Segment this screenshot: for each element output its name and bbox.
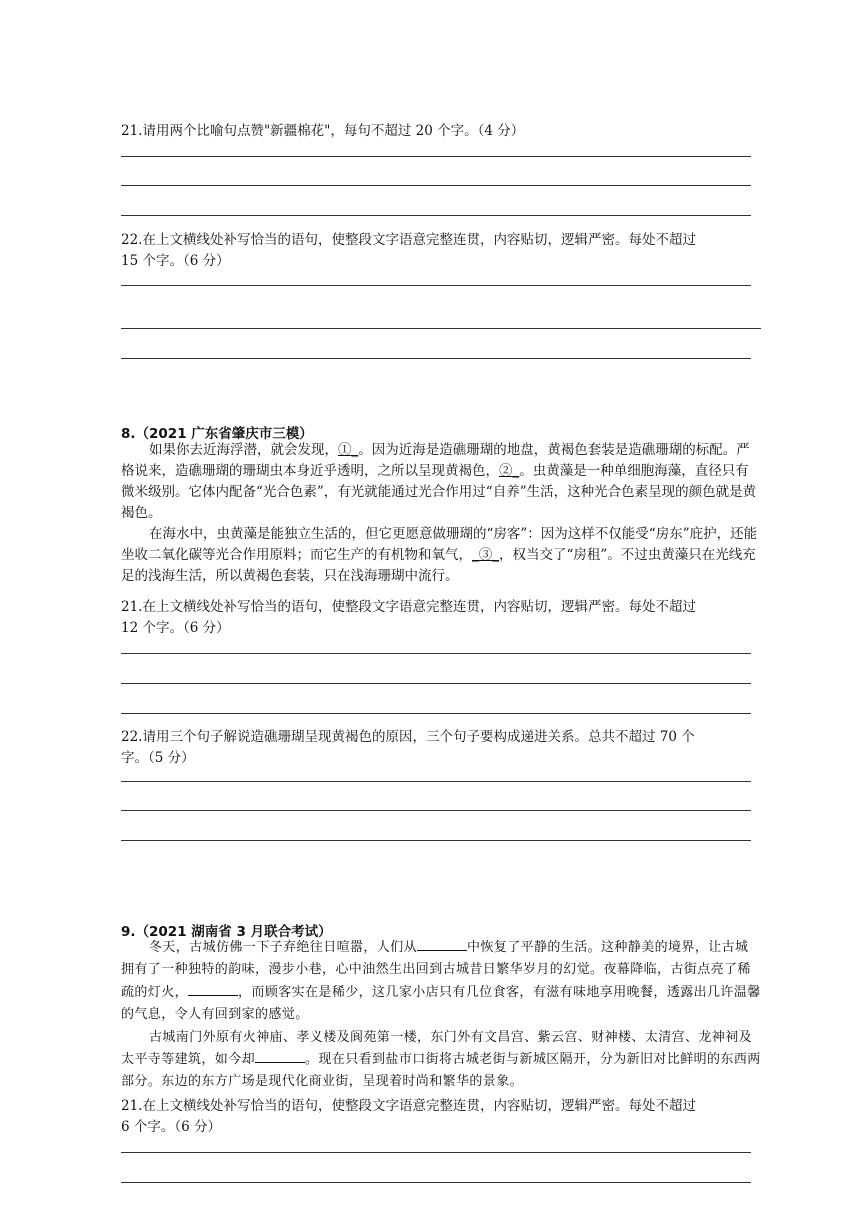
question-22-prompt xyxy=(121,230,761,272)
passage-text: ，而顾客实在是稀少，这几家小店只有几位食客，有滋有味地享用晚餐，透露出几许温馨的气息，令人有回到家的感觉。 xyxy=(121,984,761,1023)
answer-line[interactable] xyxy=(121,215,751,216)
question-21-prompt: 21.请用两个比喻句点赞"新疆棉花"，每句不超过 20 个字。（4 分） xyxy=(121,123,525,139)
answer-line[interactable] xyxy=(121,653,751,654)
answer-line[interactable] xyxy=(121,328,761,329)
passage-text: 古城南门外原有火神庙、孝义楼及阆苑第一楼，东门外有文昌宫、紫云宫、财神楼、太清宫、龙神祠及太平寺等建筑，如今却 xyxy=(121,1029,753,1068)
fill-blank[interactable] xyxy=(188,983,238,996)
blank-marker: _③_ xyxy=(472,547,499,563)
answer-line[interactable] xyxy=(121,358,751,359)
passage xyxy=(121,937,761,1094)
passage-paragraph xyxy=(121,440,761,524)
section-title: 9.（2021 湖南省 3 月联合考试） xyxy=(121,924,332,940)
question-text-line: 21.在上文横线处补写恰当的语句，使整段文字语意完整连贯，内容贴切，逻辑严密。每处不超过 xyxy=(121,599,696,615)
question-text-line: 字。（5 分） xyxy=(121,750,195,766)
answer-line[interactable] xyxy=(121,185,751,186)
passage xyxy=(121,440,761,587)
answer-line[interactable] xyxy=(121,285,751,286)
answer-line[interactable] xyxy=(121,1152,751,1153)
question-text-line: 22.在上文横线处补写恰当的语句，使整段文字语意完整连贯，内容贴切，逻辑严密。每处不超过 xyxy=(121,232,696,248)
passage-paragraph xyxy=(121,1027,761,1094)
answer-line[interactable] xyxy=(121,810,751,811)
passage-text: 中恢复了平静的生活。这种静美的境界，让古城拥有了一种独特的韵味，漫步小巷，心中油然生出回到古城昔日繁华岁月的幻觉。夜幕降临，古街点亮了稀疏的灯火， xyxy=(121,940,751,1000)
passage-text: 在海水中，虫黄藻是能独立生活的，但它更愿意做珊瑚的“房客”：因为这样不仅能受“房东”庇护，还能坐收二氧化碳等光合作用原料；而它生产的有机物和氧气， xyxy=(121,526,758,563)
passage-text: ，权当交了“房租”。不过虫黄藻只在光线充足的浅海生活，所以黄褐色套装，只在浅海珊瑚中流行。 xyxy=(121,547,756,584)
passage-paragraph xyxy=(121,524,761,587)
fill-blank[interactable] xyxy=(255,1050,305,1063)
passage-text: 冬天，古城仿佛一下子弃绝往日喧嚣，人们从 xyxy=(149,940,418,955)
passage-text: 如果你去近海浮潜，就会发现， xyxy=(149,442,338,458)
question-text-line: 22.请用三个句子解说造礁珊瑚呈现黄褐色的原因，三个句子要构成递进关系。总共不超过 70 个 xyxy=(121,729,695,745)
blank-marker: ②_ xyxy=(499,463,520,479)
answer-line[interactable] xyxy=(121,781,751,782)
fill-blank[interactable] xyxy=(417,938,467,951)
question-text-line: 21.在上文横线处补写恰当的语句，使整段文字语意完整连贯，内容贴切，逻辑严密。每处不超过 xyxy=(121,1098,696,1114)
question-22-prompt xyxy=(121,727,761,769)
answer-line[interactable] xyxy=(121,1182,751,1183)
question-text-line: 6 个字。（6 分） xyxy=(121,1119,222,1135)
answer-line[interactable] xyxy=(121,840,751,841)
blank-marker: ①_ xyxy=(338,442,359,458)
question-text-line: 12 个字。（6 分） xyxy=(121,620,230,636)
question-21-prompt xyxy=(121,597,761,639)
answer-line[interactable] xyxy=(121,713,751,714)
answer-line[interactable] xyxy=(121,683,751,684)
passage-paragraph xyxy=(121,937,761,1027)
section-title: 8.（2021 广东省肇庆市三模） xyxy=(121,426,313,442)
question-21-prompt xyxy=(121,1096,761,1138)
passage-text: 。虫黄藻是一种单细胞海藻，直径只有微米级别。它体内配备“光合色素”，有光就能通过光合作用过“自养”生活，这种光合色素呈现的颜色就是黄褐色。 xyxy=(121,463,757,521)
passage-text: 。因为近海是造礁珊瑚的地盘，黄褐色套装是造礁珊瑚的标配。严格说来，造礁珊瑚的珊瑚虫本身近乎透明，之所以呈现黄褐色， xyxy=(121,442,750,479)
question-text-line: 15 个字。（6 分） xyxy=(121,253,230,269)
passage-text: 。现在只看到盐市口街将古城老街与新城区隔开，分为新旧对比鲜明的东西两部分。东边的东方广场是现代化商业街，呈现着时尚和繁华的景象。 xyxy=(121,1052,761,1090)
answer-line[interactable] xyxy=(121,156,751,157)
